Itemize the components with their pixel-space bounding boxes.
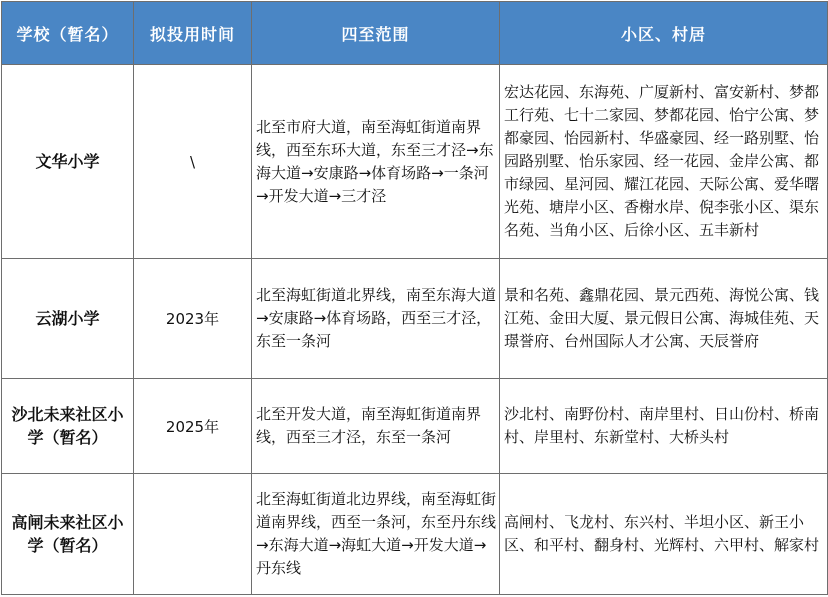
planned-time (134, 474, 252, 595)
table-row (2, 474, 828, 595)
boundary-range: 北至开发大道，南至海虹街道南界线，西至三才泾，东至一条河 (252, 379, 500, 474)
school-name: 高闸未来社区小学（暂名） (2, 474, 134, 595)
planned-time: \ (134, 65, 252, 259)
header-time: 拟投用时间 (134, 2, 252, 65)
planned-time: 2023年 (134, 259, 252, 379)
table-row (2, 65, 828, 259)
table-row (2, 379, 828, 474)
header-range: 四至范围 (252, 2, 500, 65)
table-row (2, 259, 828, 379)
communities-list: 宏达花园、东海苑、广厦新村、富安新村、梦都工行苑、七十二家园、梦都花园、怡宁公寓、梦都豪园、怡园新村、华盛豪园、经一路别墅、怡园路别墅、怡乐家园、经一花园、金岸公寓、都市绿园、星河园、耀江花园、天际公寓、爱华曙光苑、塘岸小区、香榭水岸、倪李张小区、渠东名苑、当角小区、后徐小区、五丰新村 (500, 65, 828, 259)
school-name: 云湖小学 (2, 259, 134, 379)
school-name: 沙北未来社区小学（暂名） (2, 379, 134, 474)
communities-list: 沙北村、南野份村、南岸里村、日山份村、桥南村、岸里村、东新堂村、大桥头村 (500, 379, 828, 474)
header-row (2, 2, 828, 65)
header-school: 学校（暂名） (2, 2, 134, 65)
school-district-table (1, 1, 828, 595)
boundary-range: 北至市府大道，南至海虹街道南界线，西至东环大道，东至三才泾→东海大道→安康路→体育场路→一条河→开发大道→三才泾 (252, 65, 500, 259)
communities-list: 景和名苑、鑫鼎花园、景元西苑、海悦公寓、钱江苑、金田大厦、景元假日公寓、海城佳苑、天璟誉府、台州国际人才公寓、天辰誉府 (500, 259, 828, 379)
boundary-range: 北至海虹街道北界线，南至东海大道→安康路→体育场路，西至三才泾，东至一条河 (252, 259, 500, 379)
communities-list: 高闸村、飞龙村、东兴村、半坦小区、新王小区、和平村、翻身村、光辉村、六甲村、解家村 (500, 474, 828, 595)
planned-time: 2025年 (134, 379, 252, 474)
header-communities: 小区、村居 (500, 2, 828, 65)
school-name: 文华小学 (2, 65, 134, 259)
boundary-range: 北至海虹街道北边界线，南至海虹街道南界线，西至一条河，东至丹东线→东海大道→海虹大道→开发大道→丹东线 (252, 474, 500, 595)
